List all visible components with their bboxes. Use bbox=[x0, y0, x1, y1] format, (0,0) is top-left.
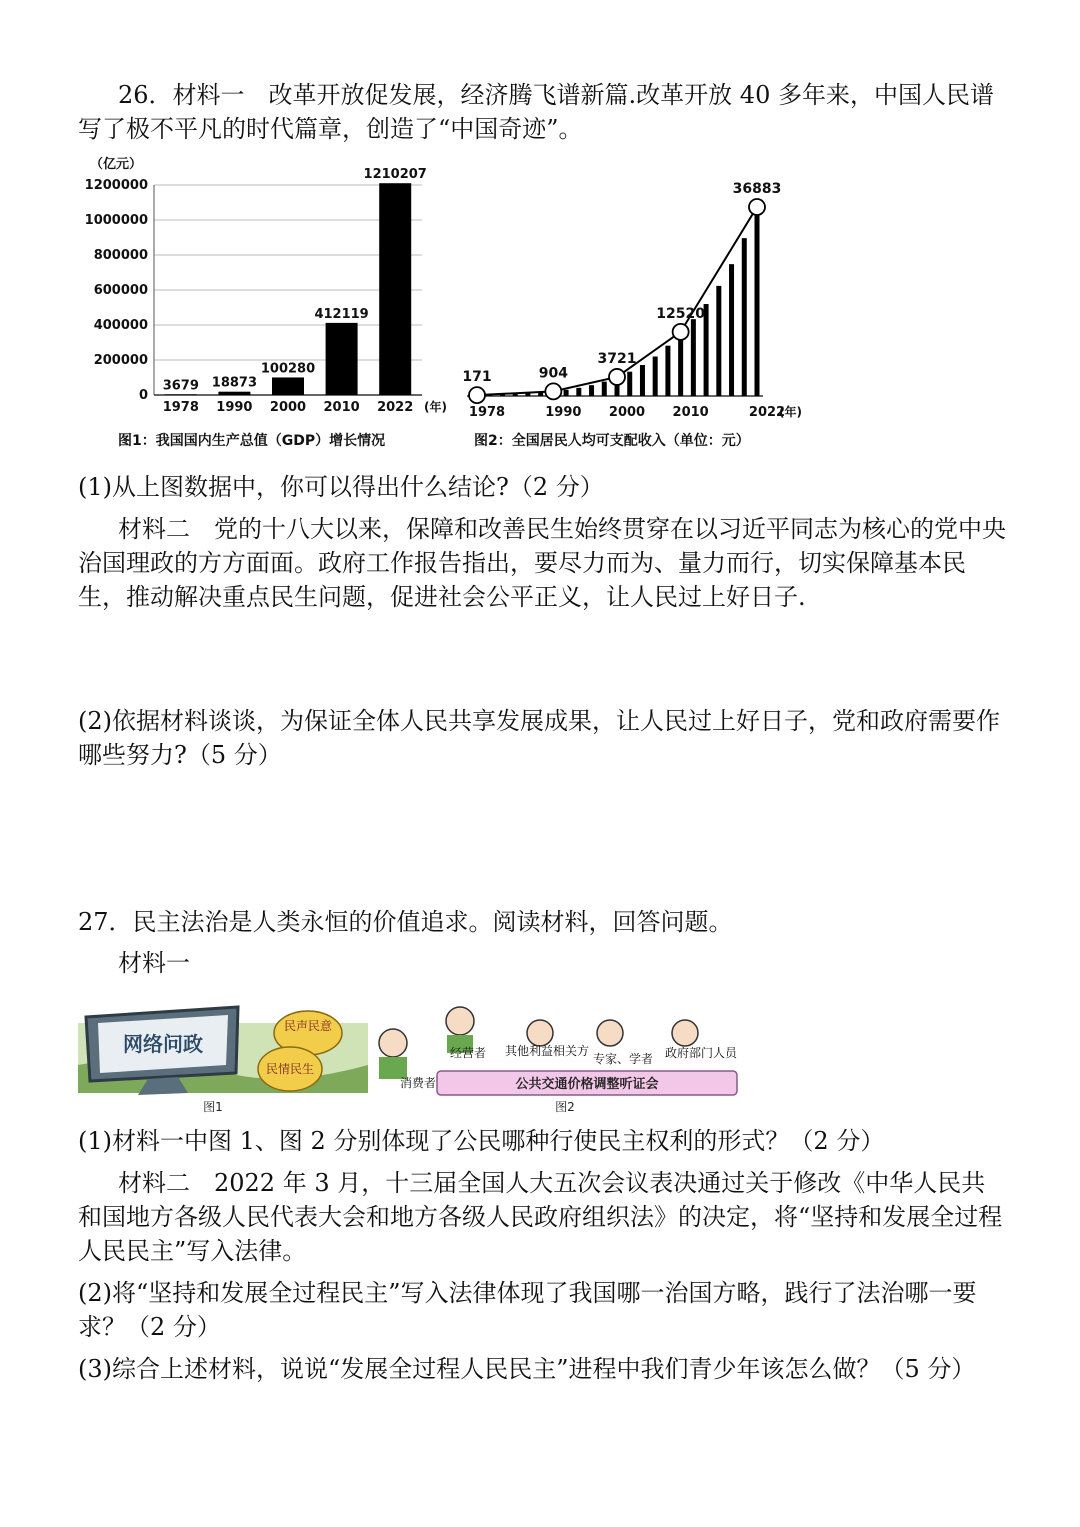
gdp-bar bbox=[218, 392, 250, 395]
income-bar bbox=[589, 385, 594, 396]
gdp-y-tick-label: 200000 bbox=[93, 353, 148, 368]
bubble1-text: 民声民意 bbox=[283, 1019, 333, 1033]
banner-text: 公共交通价格调整听证会 bbox=[515, 1077, 659, 1092]
income-x-unit: (年) bbox=[779, 405, 802, 419]
gdp-y-tick-label: 600000 bbox=[93, 283, 148, 298]
consumer-head bbox=[379, 1029, 407, 1057]
fig1-caption: 图1 bbox=[203, 1100, 223, 1114]
gdp-bar-value-label: 1210207 bbox=[363, 167, 427, 183]
gdp-bar bbox=[379, 183, 411, 395]
gdp-bar-value-label: 18873 bbox=[211, 375, 258, 391]
income-bar bbox=[653, 357, 658, 396]
income-bar bbox=[678, 332, 683, 396]
income-bar bbox=[729, 264, 734, 396]
income-bar bbox=[602, 382, 607, 396]
income-bar bbox=[755, 207, 760, 396]
income-x-tick-label: 2000 bbox=[608, 405, 646, 420]
gdp-x-tick-label: 2022 bbox=[377, 400, 414, 415]
operator-label: 经营者 bbox=[450, 1046, 487, 1060]
gdp-bar bbox=[326, 323, 358, 395]
gdp-x-tick-label: 1990 bbox=[216, 400, 253, 415]
income-bar bbox=[716, 286, 721, 396]
official-head bbox=[672, 1020, 698, 1046]
gdp-bar-value-label: 3679 bbox=[162, 378, 199, 394]
income-chart bbox=[455, 170, 825, 425]
gdp-x-tick-label: 1978 bbox=[162, 400, 199, 415]
gdp-bar-value-label: 412119 bbox=[314, 306, 369, 322]
income-bar bbox=[640, 365, 645, 396]
income-bar bbox=[525, 393, 530, 396]
gdp-bar-value-label: 100280 bbox=[260, 361, 316, 377]
income-point-marker bbox=[469, 387, 485, 403]
income-value-label: 171 bbox=[462, 369, 492, 386]
operator-head bbox=[446, 1007, 474, 1035]
income-bar bbox=[691, 319, 696, 396]
gdp-y-tick-label: 400000 bbox=[93, 318, 148, 333]
q27-material-1-label: 材料一 bbox=[118, 949, 190, 977]
income-value-label: 3721 bbox=[597, 350, 637, 367]
q27-intro: 27．民主法治是人类永恒的价值追求。阅读材料，回答问题。 bbox=[78, 908, 733, 936]
q26-intro: 26．材料一 改革开放促发展，经济腾飞谱新篇.改革开放 40 多年来，中国人民谱写了极不平凡的时代篇章，创造了“中国奇迹”。 bbox=[78, 81, 994, 143]
gdp-chart bbox=[80, 150, 460, 425]
consumer-label: 消费者 bbox=[400, 1076, 437, 1090]
gdp-y-tick-label: 800000 bbox=[93, 248, 148, 263]
income-x-tick-label: 1978 bbox=[468, 405, 506, 420]
income-value-label: 36883 bbox=[732, 181, 782, 197]
income-bar bbox=[742, 238, 747, 396]
gdp-y-tick-label: 0 bbox=[138, 388, 148, 403]
q27-question-3: (3)综合上述材料，说说“发展全过程人民民主”进程中我们青少年该怎么做？（5 分） bbox=[78, 1355, 976, 1383]
stakeholder-head bbox=[527, 1020, 553, 1046]
income-chart-caption: 图2：全国居民人均可支配收入（单位：元） bbox=[474, 433, 750, 449]
q26-question-2: (2)依据材料谈谈，为保证全体人民共享发展成果，让人民过上好日子，党和政府需要作哪些努力?（5 分） bbox=[78, 707, 1000, 769]
income-bar bbox=[627, 372, 632, 396]
income-x-tick-label: 1990 bbox=[545, 405, 582, 420]
income-value-label: 904 bbox=[538, 365, 568, 382]
hearing-cartoon bbox=[365, 995, 760, 1115]
bubble2-text: 民情民生 bbox=[265, 1062, 315, 1076]
income-point-marker bbox=[673, 324, 689, 340]
gdp-y-tick-label: 1000000 bbox=[84, 213, 148, 228]
q27-question-1: (1)材料一中图 1、图 2 分别体现了公民哪种行使民主权利的形式？（2 分） bbox=[78, 1127, 885, 1155]
income-bar bbox=[564, 390, 569, 396]
gdp-x-unit: (年) bbox=[424, 400, 447, 414]
income-value-label: 12520 bbox=[656, 305, 705, 322]
screen-text: 网络问政 bbox=[123, 1032, 203, 1056]
income-x-tick-label: 2010 bbox=[672, 405, 709, 420]
q27-material-2: 材料二 2022 年 3 月，十三届全国人大五次会议表决通过关于修改《中华人民共和国地方各级人民代表大会和地方各级人民政府组织法》的决定，将“坚持和发展全过程人民民主”写入法律。 bbox=[78, 1169, 1003, 1265]
gdp-y-tick-label: 1200000 bbox=[84, 178, 148, 193]
online-politics-cartoon bbox=[78, 995, 378, 1115]
income-bar bbox=[576, 388, 581, 396]
q26-material-2: 材料二 党的十八大以来，保障和改善民生始终贯穿在以习近平同志为核心的党中央治国理政的方方面面。政府工作报告指出，要尽力而为、量力而行，切实保障基本民生，推动解决重点民生问题，促进社会公平正义，让人民过上好日子. bbox=[78, 515, 1006, 611]
stakeholder-label: 其他利益相关方 bbox=[505, 1044, 590, 1058]
income-bar bbox=[665, 346, 670, 396]
gdp-x-tick-label: 2010 bbox=[323, 400, 360, 415]
income-point-marker bbox=[545, 383, 561, 399]
gdp-x-tick-label: 2000 bbox=[269, 400, 307, 415]
income-point-marker bbox=[749, 199, 765, 215]
official-label: 政府部门人员 bbox=[665, 1046, 738, 1060]
income-x-tick-label: 2022 bbox=[748, 405, 786, 420]
expert-head bbox=[597, 1020, 623, 1046]
gdp-chart-caption: 图1：我国国内生产总值（GDP）增长情况 bbox=[118, 433, 386, 449]
income-point-marker bbox=[609, 369, 625, 385]
gdp-bar bbox=[272, 377, 304, 395]
gdp-bar bbox=[165, 394, 197, 395]
q26-question-1: (1)从上图数据中，你可以得出什么结论?（2 分） bbox=[78, 473, 604, 501]
gdp-y-unit: （亿元） bbox=[90, 157, 143, 172]
expert-label: 专家、学者 bbox=[593, 1052, 654, 1066]
q27-question-2: (2)将“坚持和发展全过程民主”写入法律体现了我国哪一治国方略，践行了法治哪一要求？（2 分） bbox=[78, 1279, 977, 1341]
fig2-caption: 图2 bbox=[555, 1100, 575, 1114]
